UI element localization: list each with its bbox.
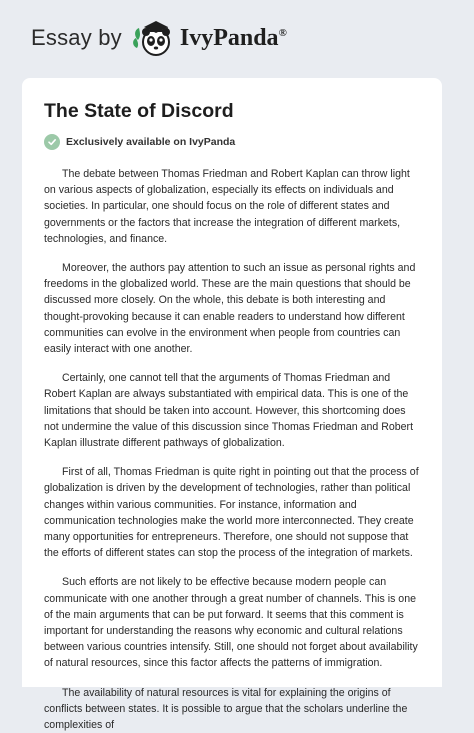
brand-name: IvyPanda®: [179, 24, 287, 51]
paragraph: The debate between Thomas Friedman and Robert Kaplan can throw light on various aspects of globalization, especially its effects on individuals and societies. In particular, one should focus on the role of different states and governments or the factors that increase the integration of different markets, technologies, and finance.: [44, 168, 410, 245]
site-header: [0, 0, 474, 76]
exclusive-badge: [44, 134, 420, 150]
registered-mark: ®: [278, 26, 287, 39]
paragraph: Certainly, one cannot tell that the arguments of Thomas Friedman and Robert Kaplan are always substantiated with empirical data. This is one of the limitations that should be taken into account. However, this shortcoming does not undermine the value of this discussion since Thomas Friedman and Robert Kaplan illustrate different pathways of globalization.: [44, 372, 414, 450]
essay-by-label: Essay by: [31, 25, 122, 50]
checkmark-icon: [44, 134, 60, 150]
essay-card: [22, 78, 442, 732]
paragraph: The availability of natural resources is vital for explaining the origins of conflicts between states. It is possible to argue that the scholars underline the complexities of: [44, 686, 408, 732]
essay-title: The State of Discord: [44, 100, 234, 122]
paragraph: Moreover, the authors pay attention to such an issue as personal rights and freedoms in the globalized world. These are the main questions that should be discussed more closely. On the whole, this debate is both interesting and thought-provoking because it can enable readers to understand how different communities can evolve in the environment when people from countries can easily interact with one another.: [44, 262, 416, 356]
paragraph: First of all, Thomas Friedman is quite right in pointing out that the process of globalization is driven by the development of technologies, rather than political changes within various communities. For instance, information and communication technologies make the world more interconnected. They create many opportunities for entrepreneurs. Therefore, one should not suppose that the efforts of different states can stop the process of the integration of markets.: [44, 466, 419, 560]
ivypanda-logo[interactable]: [132, 18, 287, 58]
paragraph: Such efforts are not likely to be effective because modern people can communicate with one another through a great number of channels. This is one of the main arguments that can be put forward. It seems that this comment is important for understanding the reasons why economic and cultural relations between various countries intensify. Still, one should not forget about availability of natural resources, since this factor affects the patterns of immigration.: [44, 576, 418, 670]
panda-mascot-icon: [132, 18, 174, 58]
exclusive-badge-text: Exclusively available on IvyPanda: [66, 136, 236, 148]
